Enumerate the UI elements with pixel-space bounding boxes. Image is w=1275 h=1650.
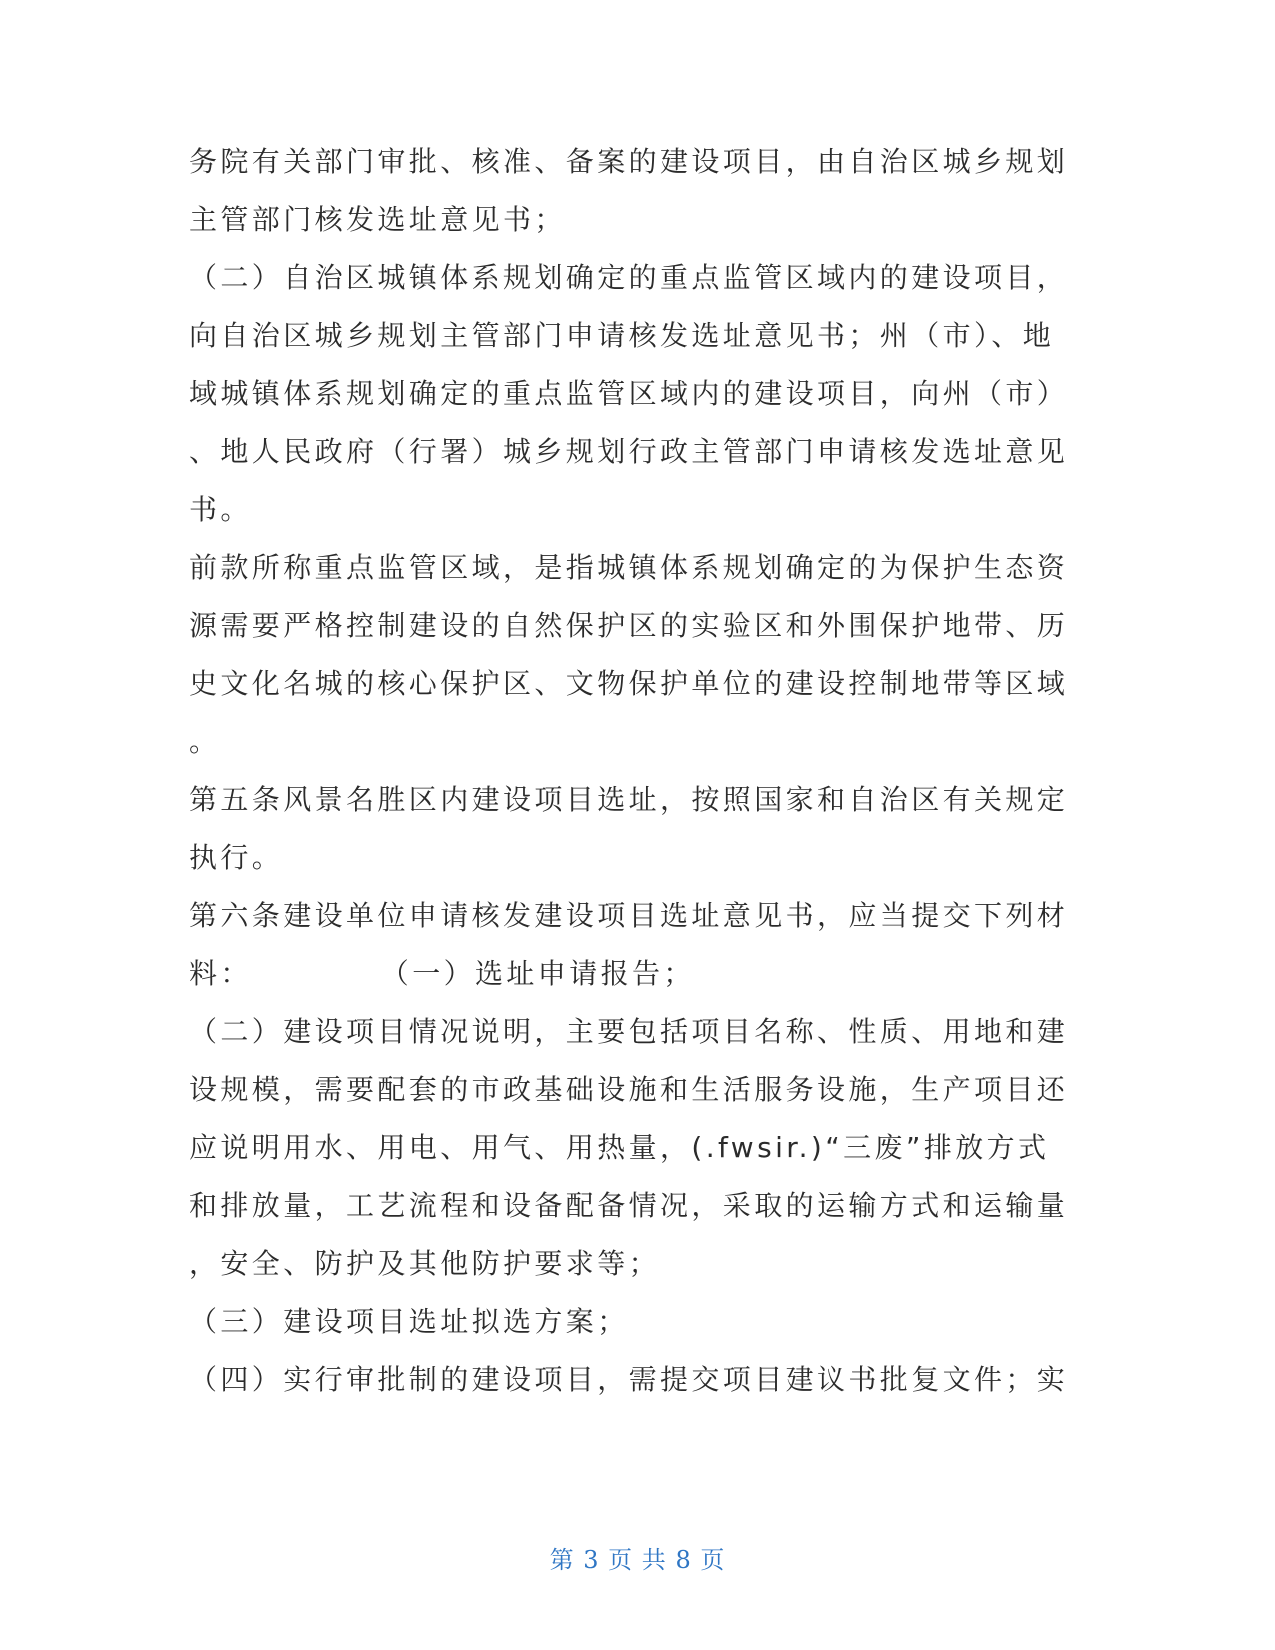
text-line: 源需要严格控制建设的自然保护区的实验区和外围保护地带、历 xyxy=(189,609,1069,642)
text-line: 设规模，需要配套的市政基础设施和生活服务设施，生产项目还 xyxy=(189,1073,1069,1106)
text-line: （二）建设项目情况说明，主要包括项目名称、性质、用地和建 xyxy=(189,1015,1069,1048)
text-line: 务院有关部门审批、核准、备案的建设项目，由自治区城乡规划 xyxy=(189,145,1069,178)
text-line: 执行。 xyxy=(189,841,284,874)
text-line: 。 xyxy=(189,725,221,758)
text-line: 主管部门核发选址意见书； xyxy=(189,203,566,236)
text-line: 第五条风景名胜区内建设项目选址，按照国家和自治区有关规定 xyxy=(189,783,1069,816)
page-number-footer: 第 3 页 共 8 页 xyxy=(549,1546,726,1574)
text-line: 和排放量，工艺流程和设备配备情况，采取的运输方式和运输量 xyxy=(189,1189,1069,1222)
text-line: 书。 xyxy=(189,493,252,526)
text-line: 向自治区城乡规划主管部门申请核发选址意见书；州（市）、地 xyxy=(189,319,1055,352)
text-line: 应说明用水、用电、用气、用热量，(.fwsir.)“三废”排放方式 xyxy=(189,1131,1050,1164)
text-line: 、地人民政府（行署）城乡规划行政主管部门申请核发选址意见 xyxy=(189,435,1069,468)
text-line: 史文化名城的核心保护区、文物保护单位的建设控制地带等区域 xyxy=(189,667,1069,700)
text-line: （三）建设项目选址拟选方案； xyxy=(189,1305,629,1338)
text-line: 域城镇体系规划确定的重点监管区域内的建设项目，向州（市） xyxy=(189,377,1069,410)
text-line: ，安全、防护及其他防护要求等； xyxy=(189,1247,661,1280)
text-line: （二）自治区城镇体系规划确定的重点监管区域内的建设项目， xyxy=(189,261,1069,294)
text-line: 前款所称重点监管区域，是指城镇体系规划确定的为保护生态资 xyxy=(189,551,1069,584)
text-line: 料： （一）选址申请报告； xyxy=(189,957,695,990)
text-line: 第六条建设单位申请核发建设项目选址意见书，应当提交下列材 xyxy=(189,899,1069,932)
text-line: （四）实行审批制的建设项目，需提交项目建议书批复文件；实 xyxy=(189,1363,1069,1396)
